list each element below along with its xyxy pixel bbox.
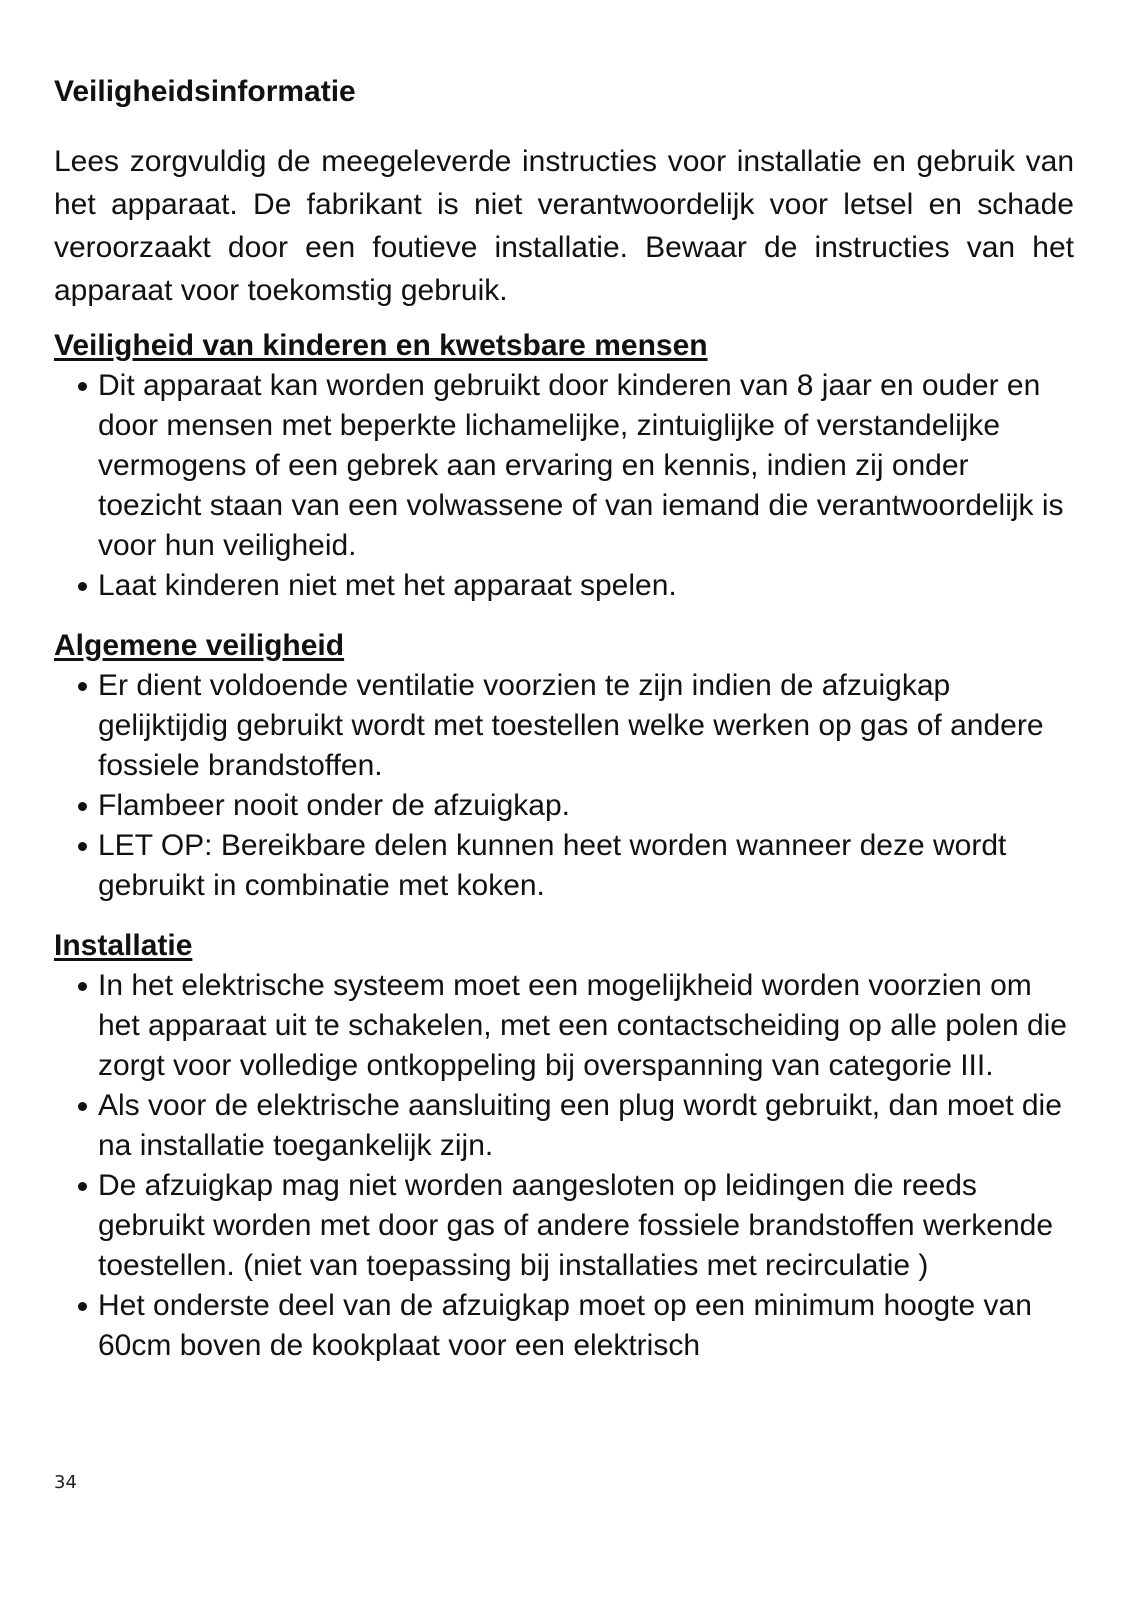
bullet-icon xyxy=(78,382,87,391)
list-item-text: Er dient voldoende ventilatie voorzien te zijn indien de afzuigkap gelijktijdig gebruikt wordt met toestellen welke werken op gas of andere fossiele brandstoffen. xyxy=(98,669,1044,782)
bullet-icon xyxy=(78,1302,87,1311)
list-item xyxy=(54,366,1074,566)
list-item xyxy=(54,666,1074,786)
bullet-icon xyxy=(78,982,87,991)
bullet-icon xyxy=(78,682,87,691)
intro-paragraph: Lees zorgvuldig de meegeleverde instructies voor installatie en gebruik van het apparaat. De fabrikant is niet verantwoordelijk voor letsel en schade veroorzaakt door een foutieve installatie. Bewaar de instructies van het apparaat voor toekomstig gebruik. xyxy=(54,145,1074,307)
bullet-icon xyxy=(78,1102,87,1111)
list-item-text: LET OP: Bereikbare delen kunnen heet worden wanneer deze wordt gebruikt in combinatie met koken. xyxy=(98,829,1007,902)
bullet-icon xyxy=(78,1182,87,1191)
section-heading: Veiligheid van kinderen en kwetsbare mensen xyxy=(54,329,708,362)
bullet-icon xyxy=(78,802,87,811)
list-item xyxy=(54,1086,1074,1166)
list-item-text: Het onderste deel van de afzuigkap moet op een minimum hoogte van 60cm boven de kookplaat voor een elektrisch xyxy=(98,1289,1032,1362)
page-number: 34 xyxy=(54,1472,77,1493)
list-item-text: In het elektrische systeem moet een mogelijkheid worden voorzien om het apparaat uit te schakelen, met een contactscheiding op alle polen die zorgt voor volledige ontkoppeling bij overspanning van categorie III. xyxy=(98,969,1067,1082)
list-item-text: De afzuigkap mag niet worden aangesloten op leidingen die reeds gebruikt worden met door gas of andere fossiele brandstoffen werkende toestellen. (niet van toepassing bij installaties met recirculatie ) xyxy=(98,1169,1054,1282)
list-item xyxy=(54,786,1074,826)
list-item xyxy=(54,1286,1074,1366)
section-children-safety xyxy=(54,326,1074,606)
bullet-list xyxy=(54,366,1074,606)
list-item-text: Laat kinderen niet met het apparaat spelen. xyxy=(98,569,677,602)
list-item-text: Dit apparaat kan worden gebruikt door kinderen van 8 jaar en ouder en door mensen met beperkte lichamelijke, zintuiglijke of verstandelijke vermogens of een gebrek aan ervaring en kennis, indien zij onder toezicht staan van een volwassene of van iemand die verantwoordelijk is voor hun veiligheid. xyxy=(98,369,1064,562)
section-installation xyxy=(54,926,1074,1366)
list-item-text: Flambeer nooit onder de afzuigkap. xyxy=(98,789,570,822)
bullet-icon xyxy=(78,582,87,591)
bullet-list xyxy=(54,966,1074,1366)
bullet-icon xyxy=(78,842,87,851)
bullet-list xyxy=(54,666,1074,906)
document-title: Veiligheidsinformatie xyxy=(54,75,356,108)
list-item xyxy=(54,1166,1074,1286)
list-item-text: Als voor de elektrische aansluiting een plug wordt gebruikt, dan moet die na installatie toegankelijk zijn. xyxy=(98,1089,1062,1162)
list-item xyxy=(54,966,1074,1086)
document-page xyxy=(54,74,1074,1386)
section-heading: Algemene veiligheid xyxy=(54,629,345,662)
section-heading: Installatie xyxy=(54,929,193,962)
list-item xyxy=(54,826,1074,906)
section-general-safety xyxy=(54,626,1074,906)
list-item xyxy=(54,566,1074,606)
